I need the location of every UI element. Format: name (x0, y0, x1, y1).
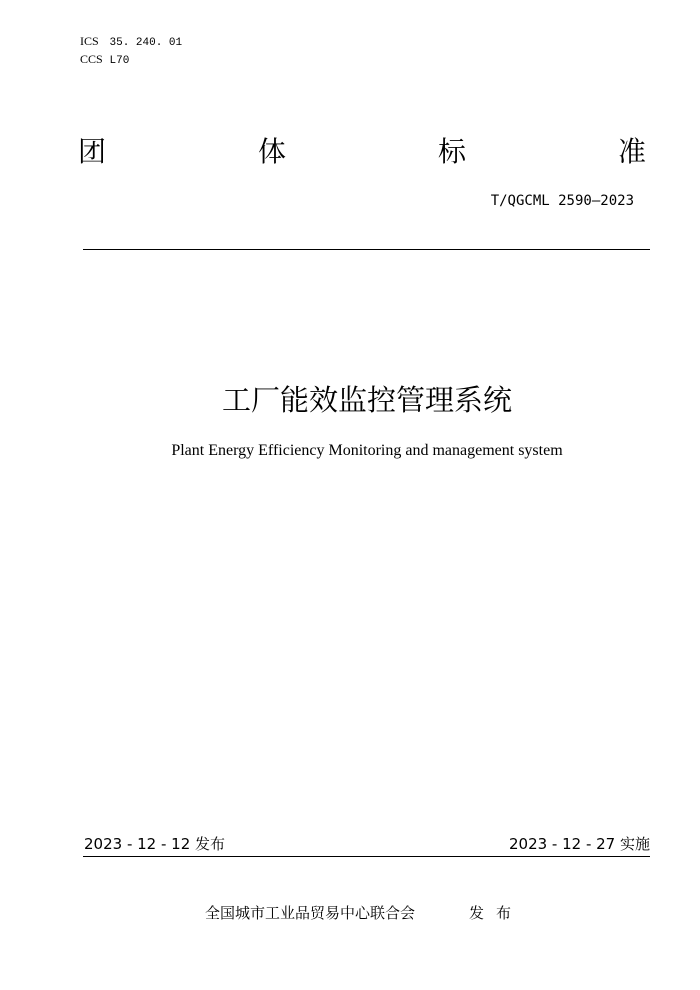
publish-date: 2023 - 12 - 12 发布 (84, 835, 226, 853)
standard-number: T/QGCML 2590—2023 (490, 193, 634, 209)
ccs-classification (80, 52, 129, 68)
bottom-divider (83, 856, 650, 857)
publisher-name: 全国城市工业品贸易中心联合会 (205, 904, 416, 922)
top-divider (83, 249, 650, 250)
ics-label: ICS (80, 34, 99, 48)
ccs-value: L70 (109, 55, 130, 67)
implement-date: 2023 - 12 - 27 实施 (508, 835, 650, 853)
publisher-action: 发布 (469, 904, 524, 922)
document-title-english: Plant Energy Efficiency Monitoring and management system (171, 442, 563, 459)
document-title-chinese: 工厂能效监控管理系统 (221, 383, 512, 417)
ccs-label: CCS (80, 52, 103, 66)
standard-type-char: 准 (617, 135, 646, 168)
standard-type-char: 标 (437, 135, 466, 168)
standard-type-char: 团 (78, 135, 107, 168)
ics-value: 35. 240. 01 (109, 37, 183, 49)
standard-type-char: 体 (257, 135, 286, 168)
standard-type-heading (78, 134, 646, 170)
ics-classification (80, 34, 182, 50)
